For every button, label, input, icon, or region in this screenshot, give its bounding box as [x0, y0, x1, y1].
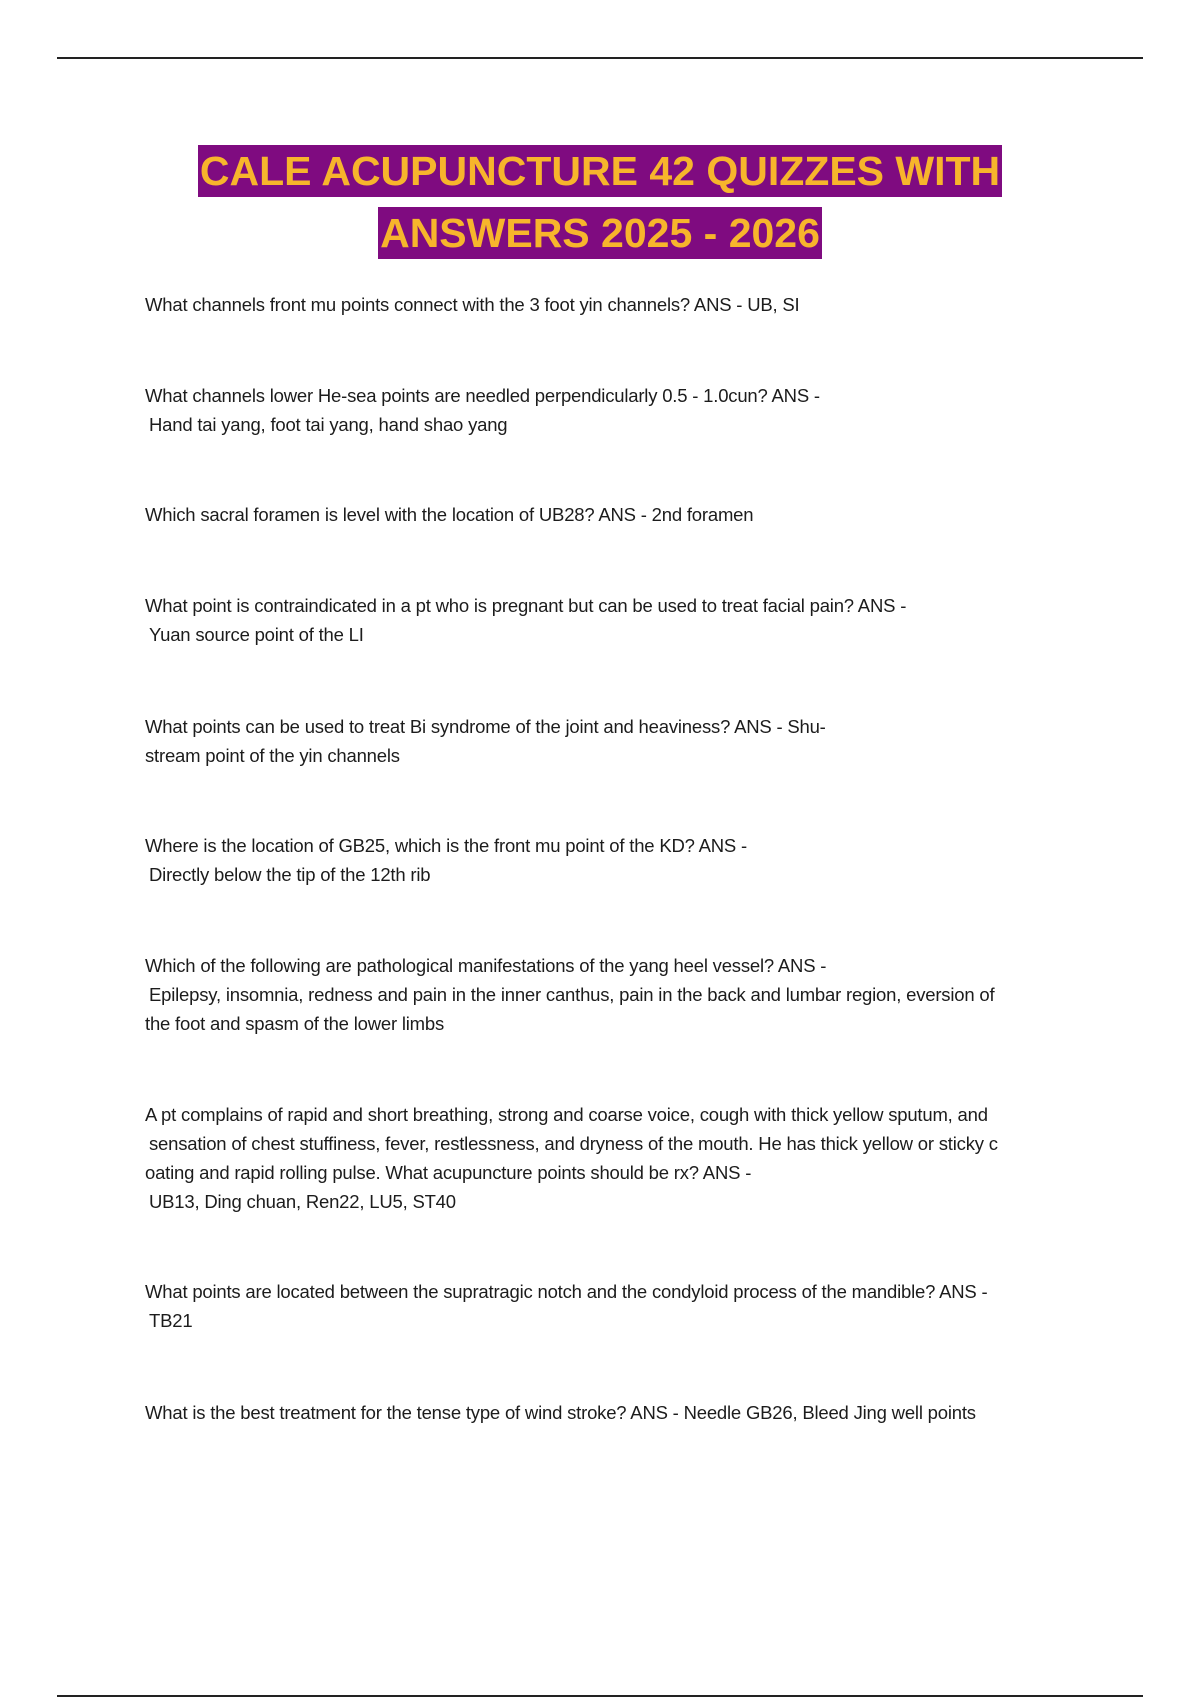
title-line-2: ANSWERS 2025 - 2026: [378, 207, 822, 259]
qa-item-4: [145, 591, 1090, 649]
answer-8: UB13, Ding chuan, Ren22, LU5, ST40: [149, 1191, 456, 1212]
qa-item-1: [145, 290, 1090, 319]
answer-2: Hand tai yang, foot tai yang, hand shao yang: [149, 414, 508, 435]
question-5: What points can be used to treat Bi syndrome of the joint and heaviness? ANS - Shu-: [145, 716, 826, 737]
footer-rule: [57, 1695, 1143, 1697]
question-8-cont-2: oating and rapid rolling pulse. What acupuncture points should be rx? ANS -: [145, 1162, 752, 1183]
qa-item-9: [145, 1277, 1090, 1335]
answer-5: stream point of the yin channels: [145, 745, 400, 766]
document-title: [0, 145, 1200, 269]
question-2: What channels lower He-sea points are needled perpendicularly 0.5 - 1.0cun? ANS -: [145, 385, 820, 406]
header-rule: [57, 57, 1143, 59]
question-10: What is the best treatment for the tense type of wind stroke? ANS - Needle GB26, Bleed Jing well points: [145, 1402, 976, 1423]
title-line-1: CALE ACUPUNCTURE 42 QUIZZES WITH: [198, 145, 1002, 197]
question-4: What point is contraindicated in a pt who is pregnant but can be used to treat facial pain? ANS -: [145, 595, 907, 616]
qa-item-8: [145, 1100, 1090, 1216]
question-8: A pt complains of rapid and short breathing, strong and coarse voice, cough with thick yellow sputum, and: [145, 1104, 988, 1125]
answer-4: Yuan source point of the LI: [149, 624, 364, 645]
answer-9: TB21: [149, 1310, 193, 1331]
qa-item-10: [145, 1398, 1090, 1427]
qa-item-5: [145, 712, 1090, 770]
answer-7-cont: the foot and spasm of the lower limbs: [145, 1013, 445, 1034]
question-6: Where is the location of GB25, which is the front mu point of the KD? ANS -: [145, 835, 747, 856]
question-1: What channels front mu points connect with the 3 foot yin channels? ANS - UB, SI: [145, 294, 800, 315]
qa-item-3: [145, 500, 1090, 529]
answer-6: Directly below the tip of the 12th rib: [149, 864, 431, 885]
qa-item-2: [145, 381, 1090, 439]
question-9: What points are located between the supratragic notch and the condyloid process of the mandible? ANS -: [145, 1281, 988, 1302]
qa-item-6: [145, 831, 1090, 889]
qa-item-7: [145, 951, 1090, 1038]
question-7: Which of the following are pathological manifestations of the yang heel vessel? ANS -: [145, 955, 827, 976]
question-3: Which sacral foramen is level with the location of UB28? ANS - 2nd foramen: [145, 504, 754, 525]
answer-7: Epilepsy, insomnia, redness and pain in the inner canthus, pain in the back and lumbar region, eversion of: [149, 984, 995, 1005]
question-8-cont-1: sensation of chest stuffiness, fever, restlessness, and dryness of the mouth. He has thick yellow or sticky c: [149, 1133, 998, 1154]
